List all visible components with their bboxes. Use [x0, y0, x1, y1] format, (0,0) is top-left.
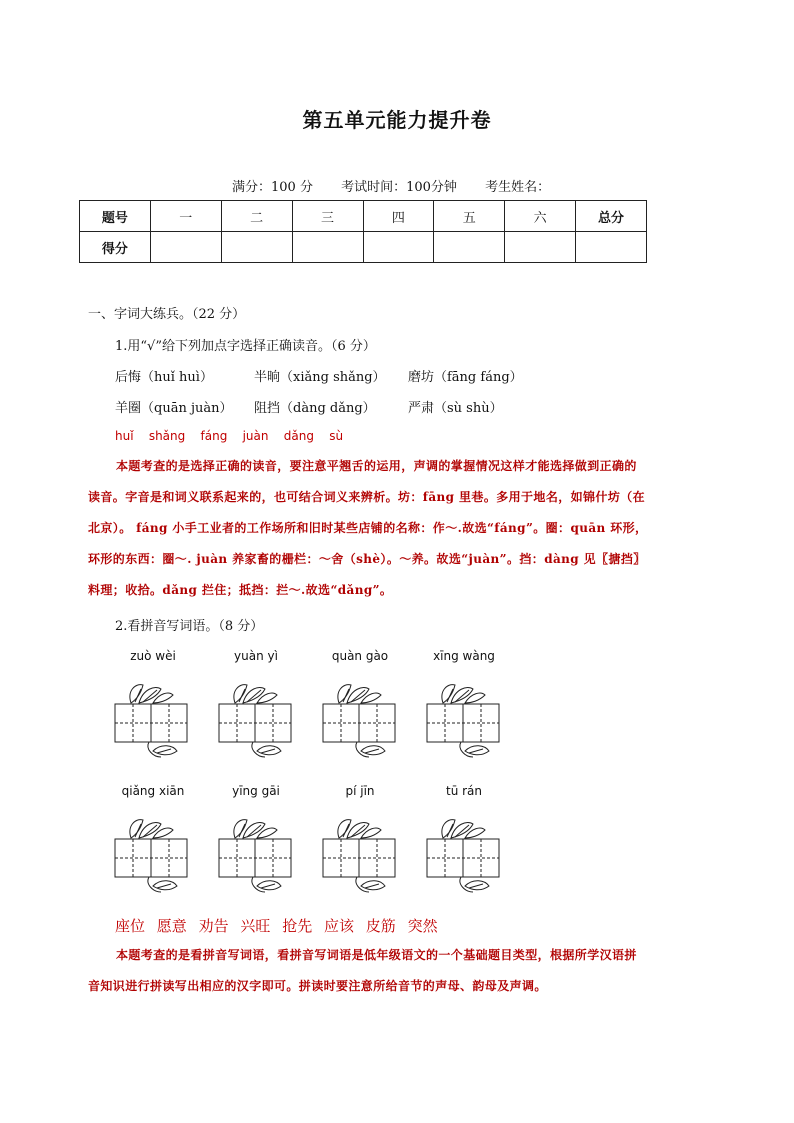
score-cell[interactable] [434, 232, 505, 263]
pinyin-label: tū rán [445, 784, 483, 798]
q2-answer-item: 抢先 [282, 917, 313, 935]
q1-answer-item: shǎng [148, 429, 186, 443]
writing-box[interactable] [113, 675, 191, 759]
q2-answer-item: 愿意 [156, 917, 187, 935]
page-title: 第五单元能力提升卷 [302, 108, 492, 132]
writing-box[interactable] [425, 810, 503, 894]
q1-answer-item: fáng [200, 429, 228, 443]
exam-time: 考试时间：100分钟 [341, 180, 457, 195]
score-header-cell: 五 [434, 201, 505, 232]
explanation-line: 料理；收拾。dǎng 拦住；抵挡：拦～.故选“dǎng”。 [88, 583, 393, 597]
score-header-cell: 一 [150, 201, 221, 232]
pinyin-label: quàn gào [331, 649, 389, 663]
score-header-cell: 二 [221, 201, 292, 232]
q2-answer-item: 兴旺 [240, 917, 271, 935]
writing-box[interactable] [425, 675, 503, 759]
score-table-score-row [80, 232, 647, 263]
score-header-cell: 四 [363, 201, 434, 232]
q1-answer [115, 429, 343, 443]
pinyin-label: xīng wàng [433, 649, 495, 663]
q1-answer-item: huǐ [115, 429, 134, 443]
explanation-line: 环形的东西：圈～. juàn 养家畜的栅栏：～舍（shè）。～养。故选“juàn”。挡：dàng 见〖搪挡〗 [88, 552, 646, 566]
score-header-cell: 总分 [576, 201, 647, 232]
full-score: 满分：100 分 [232, 180, 313, 195]
pinyin-label: yīng gāi [232, 784, 280, 798]
q1-answer-item: juàn [242, 429, 269, 443]
score-cell[interactable] [505, 232, 576, 263]
score-row-label: 得分 [80, 232, 151, 263]
q1-item: 羊圈（quān juàn） [115, 401, 233, 416]
score-cell[interactable] [221, 232, 292, 263]
q1-prompt: 1.用“√”给下列加点字选择正确读音。（6 分） [115, 339, 376, 354]
q2-answer-item: 突然 [407, 917, 438, 935]
score-header-cell: 三 [292, 201, 363, 232]
pinyin-label: pí jīn [345, 784, 375, 798]
q1-item: 后悔（huǐ huì） [115, 370, 213, 385]
q2-answer-item: 应该 [323, 917, 354, 935]
q2-explanation [88, 940, 718, 1002]
explanation-line: 读音。字音是和词义联系起来的，也可结合词义来辨析。坊：fāng 里巷。多用于地名，如锦什坊（在 [88, 490, 646, 504]
explanation-line: 音知识进行拼读写出相应的汉字即可。拼读时要注意所给音节的声母、韵母及声调。 [88, 979, 547, 993]
q1-explanation [88, 451, 718, 606]
pinyin-label: qiǎng xiān [121, 784, 185, 798]
score-table [79, 200, 647, 263]
pinyin-label: yuàn yì [234, 649, 278, 663]
section1-heading: 一、字词大练兵。（22 分） [88, 307, 246, 322]
q1-item: 磨坊（fāng fáng） [408, 370, 523, 385]
explanation-line: 本题考查的是选择正确的读音，要注意平翘舌的运用，声调的掌握情况这样才能选择做到正确的 [116, 459, 637, 473]
q1-item: 半晌（xiǎng shǎng） [254, 370, 386, 385]
score-cell[interactable] [363, 232, 434, 263]
writing-box[interactable] [321, 675, 399, 759]
q2-answer-item: 皮筋 [365, 917, 396, 935]
q1-item: 阻挡（dàng dǎng） [254, 401, 376, 416]
q1-answer-item: sù [329, 429, 344, 443]
q1-item: 严肃（sù shù） [408, 401, 503, 416]
score-table-header-row [80, 201, 647, 232]
score-cell[interactable] [150, 232, 221, 263]
writing-box[interactable] [321, 810, 399, 894]
exam-info [232, 176, 574, 195]
q1-answer-item: dǎng [283, 429, 314, 443]
q2-prompt: 2.看拼音写词语。（8 分） [115, 619, 264, 634]
pinyin-label: zuò wèi [130, 649, 176, 663]
score-cell[interactable] [292, 232, 363, 263]
writing-box[interactable] [113, 810, 191, 894]
score-header-cell: 六 [505, 201, 576, 232]
explanation-line: 北京）。 fáng 小手工业者的工作场所和旧时某些店铺的名称：作～.故选“fáng”。圈：quān 环形， [88, 521, 648, 535]
writing-box[interactable] [217, 675, 295, 759]
writing-box[interactable] [217, 810, 295, 894]
q2-answer [115, 915, 445, 936]
student-name-label: 考生姓名： [485, 180, 551, 195]
score-cell[interactable] [576, 232, 647, 263]
q2-answer-item: 座位 [115, 917, 146, 935]
score-header-cell: 题号 [80, 201, 151, 232]
explanation-line: 本题考查的是看拼音写词语，看拼音写词语是低年级语文的一个基础题目类型，根据所学汉语拼 [116, 948, 637, 962]
q2-answer-item: 劝告 [198, 917, 229, 935]
